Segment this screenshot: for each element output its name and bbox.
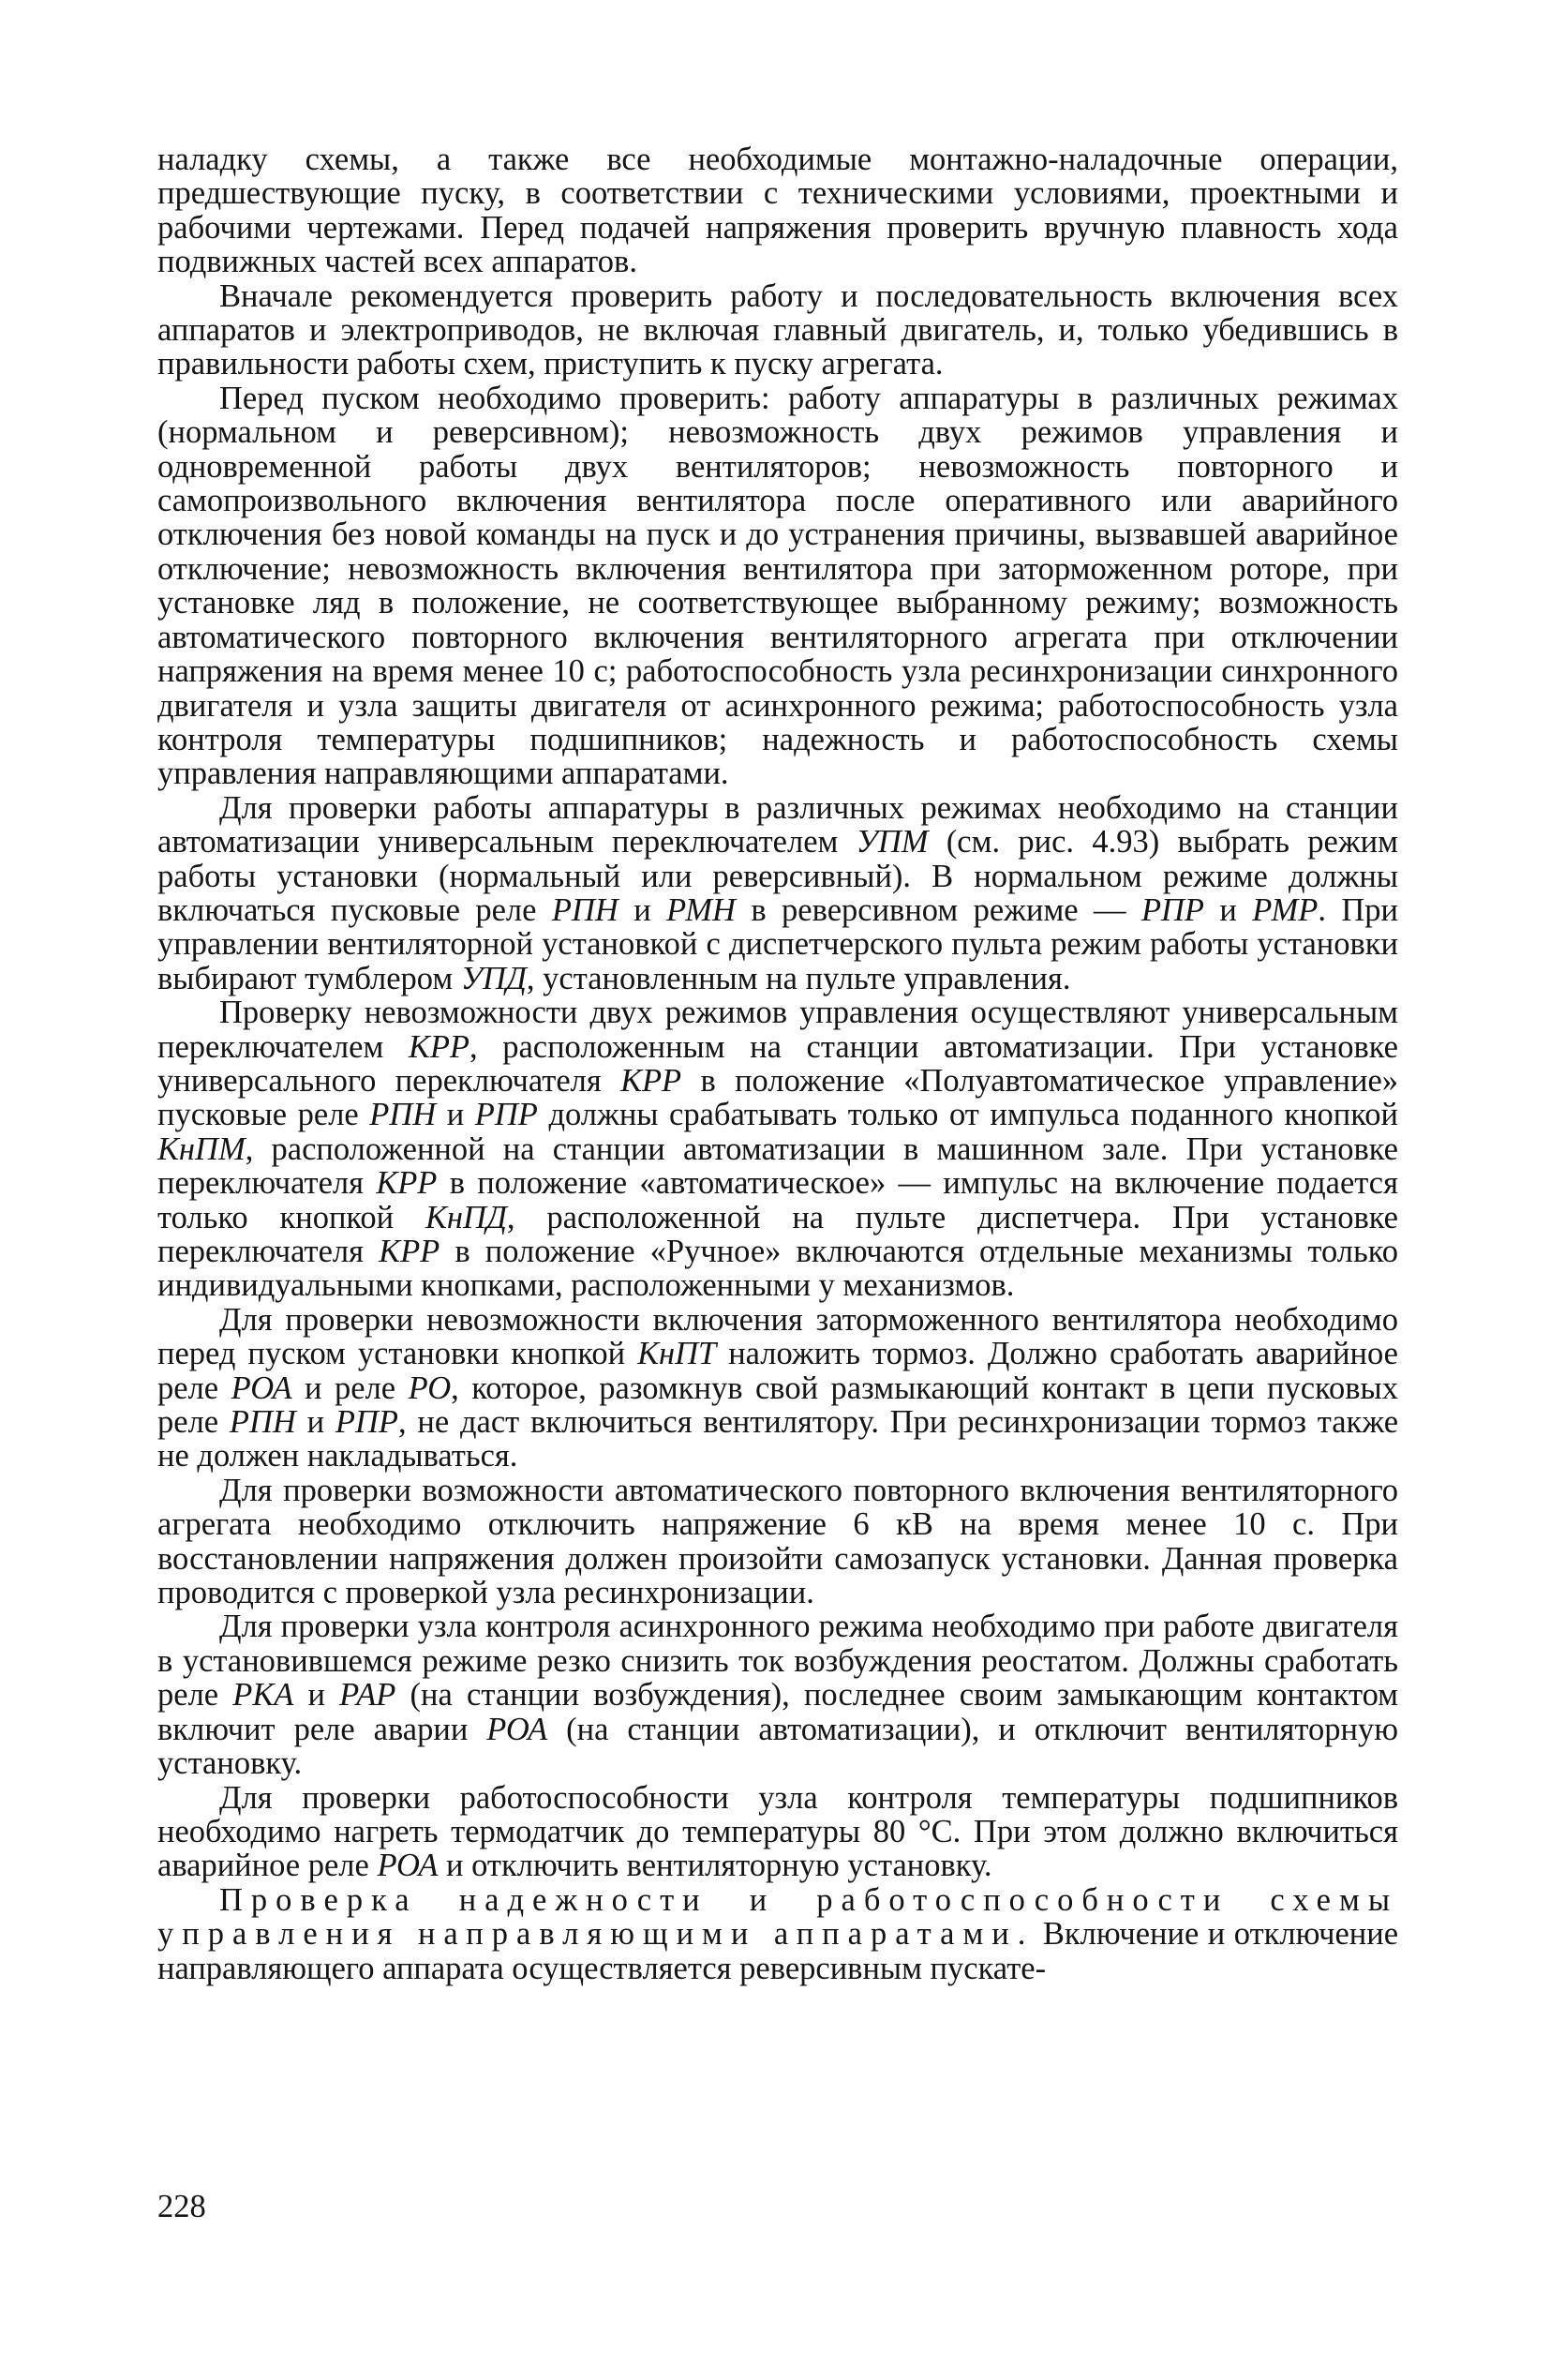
text-run: должны срабатывать только от импульса поданного кнопкой <box>537 1097 1398 1133</box>
italic-designation: РПН <box>229 1404 296 1441</box>
text-run: в положение «автоматическое» — импульс на включение подается только кнопкой <box>157 1165 1398 1235</box>
text-run: в реверсивном режиме — <box>735 891 1141 928</box>
italic-designation: КРР <box>379 1234 440 1269</box>
text-run: и <box>618 891 667 928</box>
italic-designation: РО <box>408 1370 452 1406</box>
italic-designation: РПР <box>474 1097 538 1133</box>
italic-designation: КРР <box>376 1165 438 1202</box>
paragraph <box>157 279 1398 382</box>
italic-designation: РПР <box>335 1404 398 1441</box>
paragraph <box>157 382 1398 791</box>
page-number: 228 <box>157 2189 206 2224</box>
paragraph <box>157 1303 1398 1474</box>
italic-designation: КнПТ <box>637 1336 717 1372</box>
text-run: Перед пуском необходимо проверить: работу аппаратуры в различных режимах (нормальном и реверсивном); невозможность двух режимов управления и одновременной работы двух вентиляторов; невозможность повторного и самопроизвольного включения вентилятора после оперативного или аварийного отключения без новой команды на пуск и до устранения причины, вызвавшей аварийное отключение; невозможность включения вентилятора при заторможенном роторе, при установке ляд в положение, не соответствующее выбранному режиму; возможность автоматического повторного включения вентиляторного агрегата при отключении напряжения на время менее 10 с; работоспособность узла ресинхронизации синхронного двигателя и узла защиты двигателя от асинхронного режима; работоспособность узла контроля температуры подшипников; надежность и работоспособность схемы управления направляющими аппаратами. <box>157 380 1398 792</box>
italic-designation: РКА <box>232 1677 294 1714</box>
text-run: Проверку невозможности двух режимов управления осуществляют универсальным переключателем <box>157 995 1398 1065</box>
text-run: и <box>1204 891 1253 928</box>
italic-designation: РМР <box>1252 891 1319 928</box>
italic-designation: КнПД <box>425 1199 507 1235</box>
text-run: и отключить вентиляторную установку. <box>438 1848 992 1884</box>
italic-designation: РОА <box>377 1848 439 1884</box>
italic-designation: КРР <box>620 1062 682 1099</box>
paragraph <box>157 142 1398 279</box>
text-run: (на станции возбуждения), последнее своим замыкающим контактом включит реле аварии <box>157 1677 1398 1747</box>
italic-designation: УПМ <box>856 824 929 861</box>
italic-designation: РМН <box>666 891 736 928</box>
text-run: , расположенной на станции автоматизации в машинном зале. При установке переключателя <box>157 1130 1398 1202</box>
text-run: Для проверки работы аппаратуры в различных режимах необходимо на станции автоматизации универсальным переключателем <box>157 789 1398 861</box>
text-run: в положение «Полуавтоматическое управление» пусковые реле <box>157 1062 1399 1133</box>
italic-designation: РОА <box>231 1370 292 1406</box>
text-run: Для проверки невозможности включения заторможенного вентилятора необходимо перед пуском установки кнопкой <box>157 1301 1398 1372</box>
spaced-heading: Проверка надежности и работоспособности схемы управления направляющими аппаратами. <box>157 1881 1398 1953</box>
italic-designation: РОА <box>486 1711 548 1747</box>
text-run: Для проверки возможности автоматического повторного включения вентиляторного агрегата необходимо отключить напряжение 6 кВ на время менее 10 с. При восстановлении напряжения должен произойти самозапуск установки. Данная проверка проводится с проверкой узла ресинхронизации. <box>157 1472 1398 1611</box>
italic-designation: РАР <box>339 1677 396 1714</box>
text-run: Вначале рекомендуется проверить работу и последовательность включения всех аппаратов и электроприводов, не включая главный двигатель, и, только убедившись в правильности работы схем, приступить к пуску агрегата. <box>157 277 1398 382</box>
page-body <box>157 142 1398 1985</box>
text-run: Включение и отключение направляющего аппарата осуществляется реверсивным пускате- <box>157 1916 1399 1986</box>
text-run: , не даст включиться вентилятору. При ресинхронизации тормоз также не должен накладываться. <box>157 1404 1399 1474</box>
text-run: наложить тормоз. Должно сработать аварийное реле <box>157 1336 1398 1406</box>
text-run: Для проверки работоспособности узла контроля температуры подшипников необходимо нагреть термодатчик до температуры 80 °С. При этом должно включиться аварийное реле <box>157 1779 1398 1884</box>
italic-designation: КнПМ <box>157 1130 246 1167</box>
paragraph <box>157 995 1398 1303</box>
paragraph <box>157 1474 1398 1610</box>
text-run: (см. рис. 4.93) выбрать режим работы установки (нормальный или реверсивный). В нормальном режиме должны включаться пусковые реле <box>157 824 1398 928</box>
italic-designation: КРР <box>408 1028 469 1065</box>
paragraph <box>157 1883 1398 1985</box>
text-run: , расположенным на станции автоматизации. При установке универсального переключателя <box>157 1028 1398 1099</box>
italic-designation: РПР <box>1140 891 1205 928</box>
text-run: в положение «Ручное» включаются отдельные механизмы только индивидуальными кнопками, расположенными у механизмов. <box>157 1234 1398 1304</box>
text-run: и реле <box>291 1370 409 1406</box>
text-run: , установленным на пульте управления. <box>526 960 1071 996</box>
text-run: Для проверки узла контроля асинхронного режима необходимо при работе двигателя в установившемся режиме резко снизить ток возбуждения реостатом. Должны сработать реле <box>157 1609 1398 1714</box>
italic-designation: РПН <box>369 1097 437 1133</box>
text-run: и <box>436 1097 475 1133</box>
text-run: и <box>293 1677 340 1714</box>
paragraph <box>157 791 1398 995</box>
text-run: , расположенной на пульте диспетчера. При установке переключателя <box>157 1199 1398 1269</box>
text-run: и <box>295 1404 335 1441</box>
italic-designation: УПД <box>460 960 527 996</box>
paragraph <box>157 1781 1398 1883</box>
text-run: наладку схемы, а также все необходимые монтажно-наладочные операции, предшествующие пуску, в соответствии с техническими условиями, проектными и рабочими чертежами. Перед подачей напряжения проверить вручную плавность хода подвижных частей всех аппаратов. <box>157 142 1398 280</box>
italic-designation: РПН <box>551 891 619 928</box>
paragraph <box>157 1609 1398 1780</box>
text-run: . При управлении вентиляторной установкой с диспетчерского пульта режим работы установки выбирают тумблером <box>157 891 1398 996</box>
text-run: (на станции автоматизации), и отключит вентиляторную установку. <box>157 1711 1398 1782</box>
text-run: , которое, разомкнув свой размыкающий контакт в цепи пусковых реле <box>157 1370 1398 1441</box>
